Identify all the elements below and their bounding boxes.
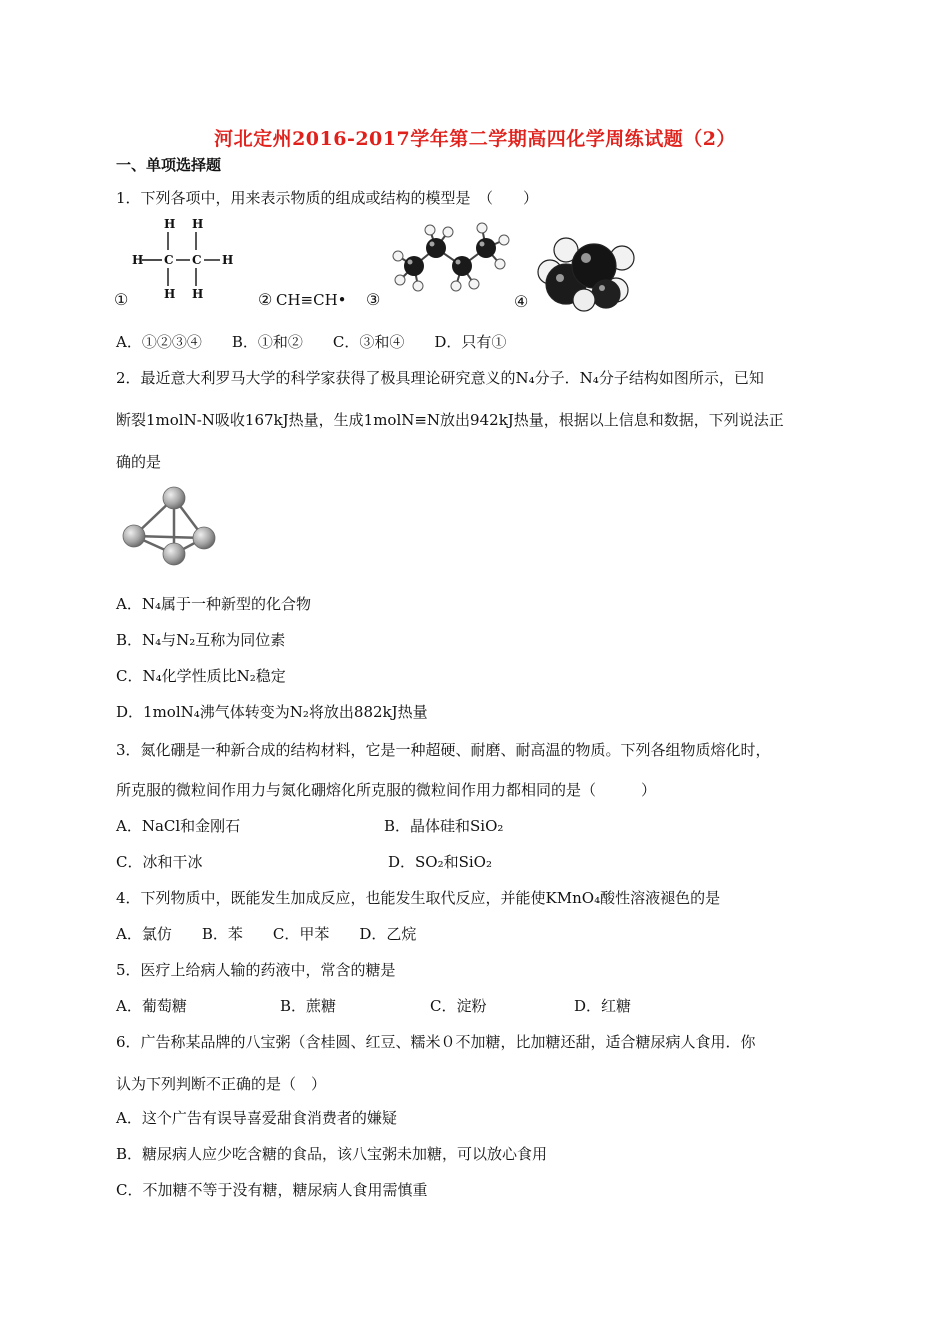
- q1-mark-1: ①: [114, 290, 129, 309]
- q3-stem-line-1: 3．氮化硼是一种新合成的结构材料，它是一种超硬、耐磨、耐高温的物质。下列各组物质熔化时，: [116, 741, 771, 759]
- q1-mark-2: ②: [258, 290, 273, 309]
- q6-option-a: A．这个广告有误导喜爱甜食消费者的嫌疑: [116, 1109, 397, 1127]
- ball-and-stick-model: [390, 222, 510, 294]
- atom-c: C: [192, 253, 202, 267]
- q2-stem-line-1: 2．最近意大利罗马大学的科学家获得了极具理论研究意义的N₄分子．N₄分子结构如图所示，已知: [116, 369, 764, 387]
- atom-c: C: [164, 253, 174, 267]
- n4-tetrahedron-model: [120, 486, 220, 570]
- atom-h: H: [192, 217, 204, 231]
- q3-option-b: B．晶体硅和SiO₂: [384, 817, 504, 835]
- document-title: 河北定州2016-2017学年第二学期高四化学周练试题（2）: [214, 128, 736, 150]
- q2-option-d: D．1molN₄沸气体转变为N₂将放出882kJ热量: [116, 703, 428, 721]
- atom-h: H: [164, 287, 176, 301]
- atom-h: H: [222, 253, 234, 267]
- q2-option-c: C．N₄化学性质比N₂稳定: [116, 667, 286, 685]
- q1-mark-3: ③: [366, 290, 381, 309]
- q5-option-c: C．淀粉: [430, 997, 487, 1015]
- q5-stem: 5．医疗上给病人输的药液中，常含的糖是: [116, 961, 396, 979]
- q2-option-a: A．N₄属于一种新型的化合物: [116, 595, 311, 613]
- q3-stem-line-2: 所克服的微粒间作用力与氮化硼熔化所克服的微粒间作用力都相同的是（ ）: [116, 781, 657, 799]
- q2-stem-line-2: 断裂1molN-N吸收167kJ热量，生成1molN≡N放出942kJ热量，根据以上信息和数据，下列说法正: [116, 411, 784, 429]
- section-heading: 一、单项选择题: [116, 156, 222, 174]
- q1-formula-acetylene: CH≡CH•: [276, 291, 347, 309]
- q6-stem-line-2: 认为下列判断不正确的是（ ）: [116, 1075, 327, 1093]
- q1-options: A．①②③④ B．①和② C．③和④ D．只有①: [116, 333, 507, 351]
- q3-option-c: C．冰和干冰: [116, 853, 203, 871]
- q6-stem-line-1: 6．广告称某品牌的八宝粥（含桂圆、红豆、糯米０不加糖，比加糖还甜，适合糖尿病人食用．你: [116, 1033, 756, 1051]
- q5-option-a: A．葡萄糖: [116, 997, 187, 1015]
- q5-option-b: B．蔗糖: [280, 997, 337, 1015]
- q3-option-a: A．NaCl和金刚石: [116, 817, 241, 835]
- space-filling-model: [536, 234, 636, 310]
- q1-mark-4: ④: [514, 292, 529, 311]
- q4-options: A．氯仿 B．苯 C．甲苯 D．乙烷: [116, 925, 417, 943]
- q3-option-d: D．SO₂和SiO₂: [388, 853, 492, 871]
- q1-stem: 1．下列各项中，用来表示物质的组成或结构的模型是 （ ）: [116, 189, 539, 207]
- q6-option-c: C．不加糖不等于没有糖，糖尿病人食用需慎重: [116, 1181, 428, 1199]
- q6-option-b: B．糖尿病人应少吃含糖的食品，该八宝粥未加糖，可以放心食用: [116, 1145, 548, 1163]
- q2-stem-line-3: 确的是: [116, 453, 162, 471]
- ethane-structural-formula: [130, 214, 234, 301]
- q2-option-b: B．N₄与N₂互称为同位素: [116, 631, 286, 649]
- q4-stem: 4．下列物质中，既能发生加成反应，也能发生取代反应，并能使KMnO₄酸性溶液褪色的是: [116, 889, 721, 907]
- q5-option-d: D．红糖: [574, 997, 632, 1015]
- atom-h: H: [192, 287, 204, 301]
- atom-h: H: [132, 253, 144, 267]
- atom-h: H: [164, 217, 176, 231]
